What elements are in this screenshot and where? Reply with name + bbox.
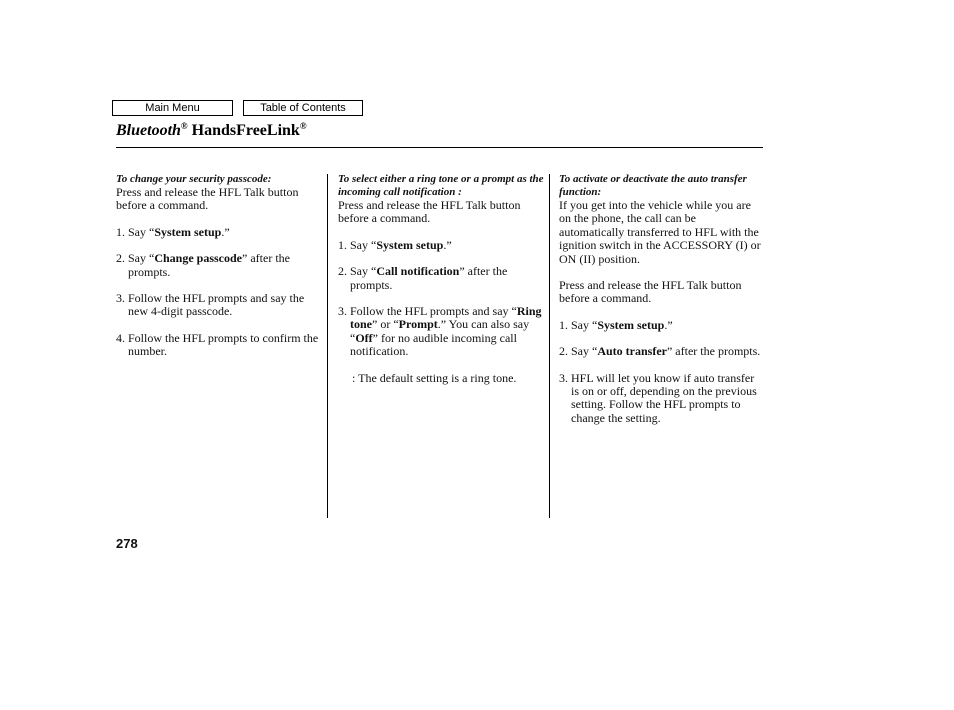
voice-command: System setup (597, 317, 665, 332)
step-text: .” (221, 224, 230, 239)
step-2 (338, 265, 545, 292)
step-text: ” after the prompts. (350, 264, 508, 292)
voice-command: Prompt (398, 317, 438, 332)
table-of-contents-button[interactable]: Table of Contents (243, 100, 363, 116)
voice-command: Call notification (376, 264, 460, 279)
section-heading: To select either a ring tone or a prompt as the incoming call notification : (338, 173, 544, 198)
step-text: .” You can also say “ (350, 317, 530, 345)
column-divider-2 (549, 174, 550, 518)
intro-text: Press and release the HFL Talk button before a command. (559, 278, 742, 306)
intro-text: If you get into the vehicle while you are on the phone, the call can be automatically transferred to HFL with the ignition switch in the ACCESSORY (I) or ON (II) position. (559, 198, 761, 266)
step-2 (559, 345, 763, 358)
voice-command: System setup (154, 224, 222, 239)
title-handsfreelink: HandsFreeLink (187, 122, 300, 139)
column-change-passcode (116, 173, 321, 372)
column-auto-transfer (559, 173, 763, 438)
step-text: 1. Say “ (116, 224, 155, 239)
step-text: .” (443, 237, 452, 252)
main-menu-button[interactable]: Main Menu (112, 100, 233, 116)
step-text: ” after the prompts. (666, 344, 761, 359)
step-text: ” or “ (372, 317, 399, 332)
column-divider-1 (327, 174, 328, 518)
page-number: 278 (116, 536, 138, 551)
page-title (116, 121, 307, 140)
step-1 (116, 226, 321, 239)
step-1 (338, 239, 545, 252)
step-1 (559, 319, 763, 332)
step-text: ” after the prompts. (128, 251, 290, 279)
step-3: 3. HFL will let you know if auto transfer is on or off, depending on the previous setting. Follow the HFL prompts to change the setting. (559, 370, 757, 425)
step-text: 2. Say “ (338, 264, 377, 279)
step-2 (116, 252, 321, 279)
title-registered-mark: ® (180, 121, 188, 131)
title-registered-mark-2: ® (299, 121, 307, 131)
column-call-notification (338, 173, 545, 385)
step-4: 4. Follow the HFL prompts to confirm the number. (116, 330, 319, 359)
step-text: 1. Say “ (559, 317, 598, 332)
section-heading: To change your security passcode: (116, 173, 272, 185)
section-heading: To activate or deactivate the auto transfer function: (559, 173, 747, 198)
step-text: 2. Say “ (116, 251, 155, 266)
header-divider (116, 147, 763, 148)
step-3: 3. Follow the HFL prompts and say the new 4-digit passcode. (116, 291, 305, 319)
voice-command: Change passcode (154, 251, 243, 266)
step-text: 1. Say “ (338, 237, 377, 252)
step-text: 3. Follow the HFL prompts and say “ (338, 304, 517, 319)
step-text: ” for no audible incoming call notification. (350, 330, 517, 359)
voice-command: System setup (376, 237, 444, 252)
title-bluetooth: Bluetooth (116, 122, 181, 139)
voice-command: Off (355, 330, 373, 345)
step-text: .” (664, 317, 673, 332)
intro-text: Press and release the HFL Talk button before a command. (338, 198, 521, 226)
step-3 (338, 305, 545, 359)
voice-command: Ring tone (350, 304, 542, 332)
step-text: 2. Say “ (559, 344, 598, 359)
intro-text: Press and release the HFL Talk button before a command. (116, 185, 299, 213)
default-setting-note: : The default setting is a ring tone. (352, 370, 517, 385)
voice-command: Auto transfer (597, 344, 667, 359)
